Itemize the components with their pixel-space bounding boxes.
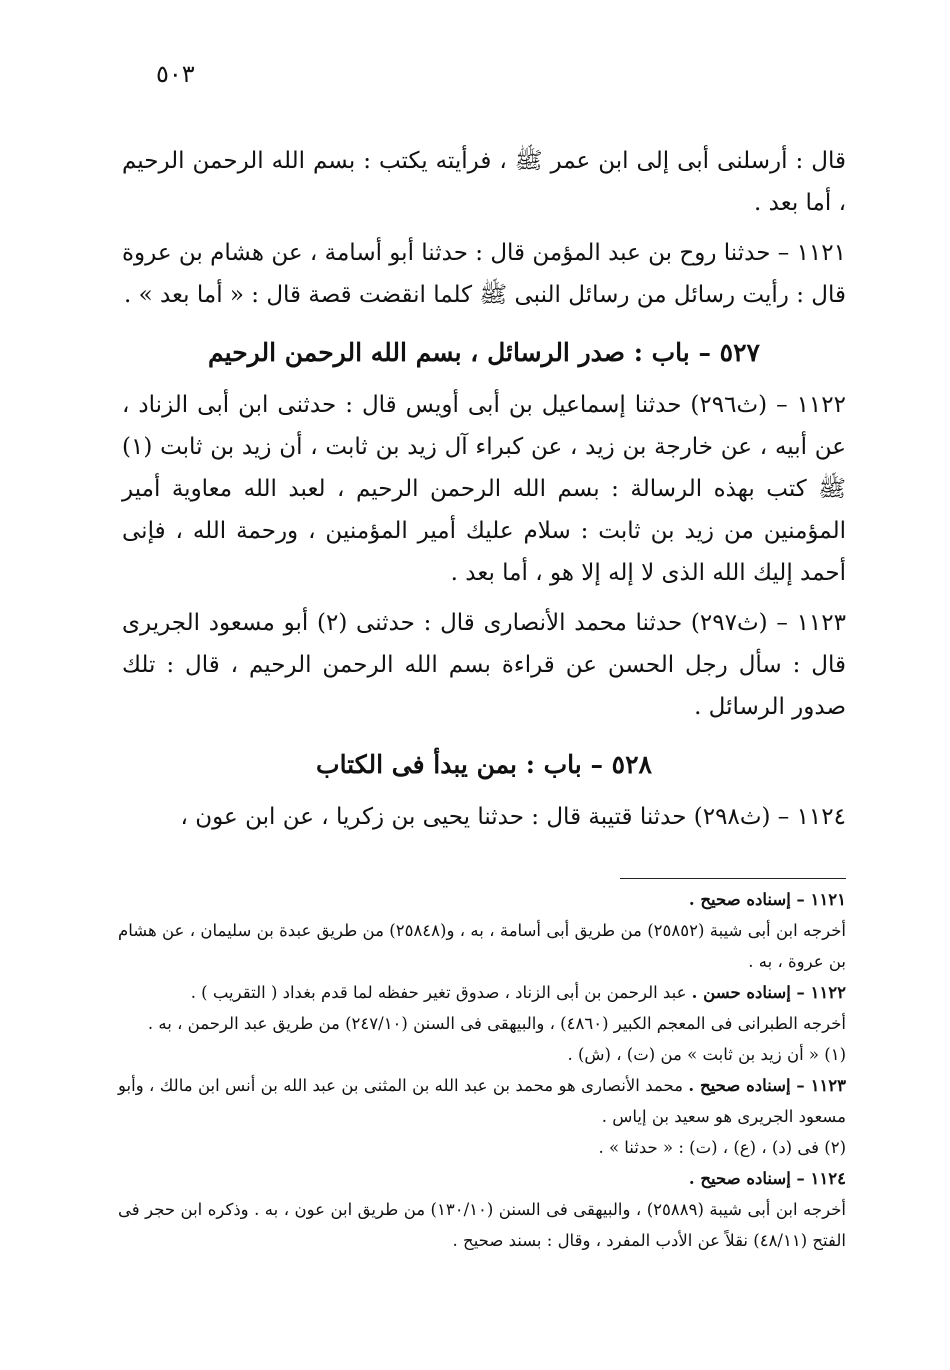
footnote-1122-takhrij: أخرجه الطبرانى فى المعجم الكبير (٤٨٦٠) ، والبيهقى فى السنن (٢٤٧/١٠) من طريق عبد الرحمن ، به . [147,1014,846,1033]
grading-label: ١١٢٢ – إسناده حسن . [691,983,846,1002]
hadith-1121: ١١٢١ – حدثنا روح بن عبد المؤمن قال : حدثنا أبو أسامة ، عن هشام بن عروة قال : رأيت رسائل من رسائل النبى ﷺ كلما انقضت قصة قال : « أما بعد » . [122,240,846,308]
footnotes [118,884,846,1256]
paragraph: قال : أرسلنى أبى إلى ابن عمر ﷺ ، فرأيته يكتب : بسم الله الرحمن الرحيم ، أما بعد . [122,148,846,216]
footnote-variant-1: (١) « أن زيد بن ثابت » من (ت) ، (ش) . [567,1045,846,1064]
footnote-1124-grading: ١١٢٤ – إسناده صحيح . [688,1169,846,1188]
footnote-1121-grading: ١١٢١ – إسناده صحيح . [688,890,846,909]
footnote-separator [620,878,846,879]
footnote-1122-grading [118,977,846,1008]
footnote-1124-takhrij: أخرجه ابن أبى شيبة (٢٥٨٨٩) ، والبيهقى فى السنن (١٣٠/١٠) من طريق ابن عون ، به . وذكره ابن حجر فى الفتح (٤٨/١١) نقلاً عن الأدب المفرد ، وقال : بسند صحيح . [118,1200,846,1250]
hadith-1123: ١١٢٣ – (ث٢٩٧) حدثنا محمد الأنصارى قال : حدثنى (٢) أبو مسعود الجريرى قال : سأل رجل الحسن عن قراءة بسم الله الرحمن الرحيم ، قال : تلك صدور الرسائل . [122,610,846,720]
footnote-variant-2: (٢) فى (د) ، (ع) ، (ت) : « حدثنا » . [598,1138,846,1157]
grading-comment: محمد الأنصارى هو محمد بن عبد الله بن المثنى بن عبد الله بن أنس ابن مالك ، وأبو مسعود الجريرى هو سعيد بن إياس . [118,1076,846,1126]
main-text [122,140,846,846]
chapter-heading-528: ٥٢٨ – باب : بمن يبدأ فى الكتاب [316,750,652,779]
footnote-1121-takhrij: أخرجه ابن أبى شيبة (٢٥٨٥٢) من طريق أبى أسامة ، به ، و(٢٥٨٤٨) من طريق عبدة بن سليمان ، عن هشام بن عروة ، به . [118,921,846,971]
chapter-heading-527: ٥٢٧ – باب : صدر الرسائل ، بسم الله الرحمن الرحيم [208,338,760,367]
grading-comment: عبد الرحمن بن أبى الزناد ، صدوق تغير حفظه لما قدم بغداد ( التقريب ) . [190,983,692,1002]
page-number: ٥٠٣ [156,60,195,88]
grading-label: ١١٢٣ – إسناده صحيح . [688,1076,847,1095]
hadith-1122: ١١٢٢ – (ث٢٩٦) حدثنا إسماعيل بن أبى أويس قال : حدثنى ابن أبى الزناد ، عن أبيه ، عن خارجة بن زيد ، عن كبراء آل زيد بن ثابت ، أن زيد بن ثابت (١) ﷺ كتب بهذه الرسالة : بسم الله الرحمن الرحيم ، لعبد الله معاوية أمير المؤمنين من زيد بن ثابت : سلام عليك أمير المؤمنين ، ورحمة الله ، فإنى أحمد إليك الله الذى لا إله إلا هو ، أما بعد . [122,392,846,586]
footnote-1123-grading [118,1070,846,1132]
hadith-1124: ١١٢٤ – (ث٢٩٨) حدثنا قتيبة قال : حدثنا يحيى بن زكريا ، عن ابن عون ، [180,804,846,830]
